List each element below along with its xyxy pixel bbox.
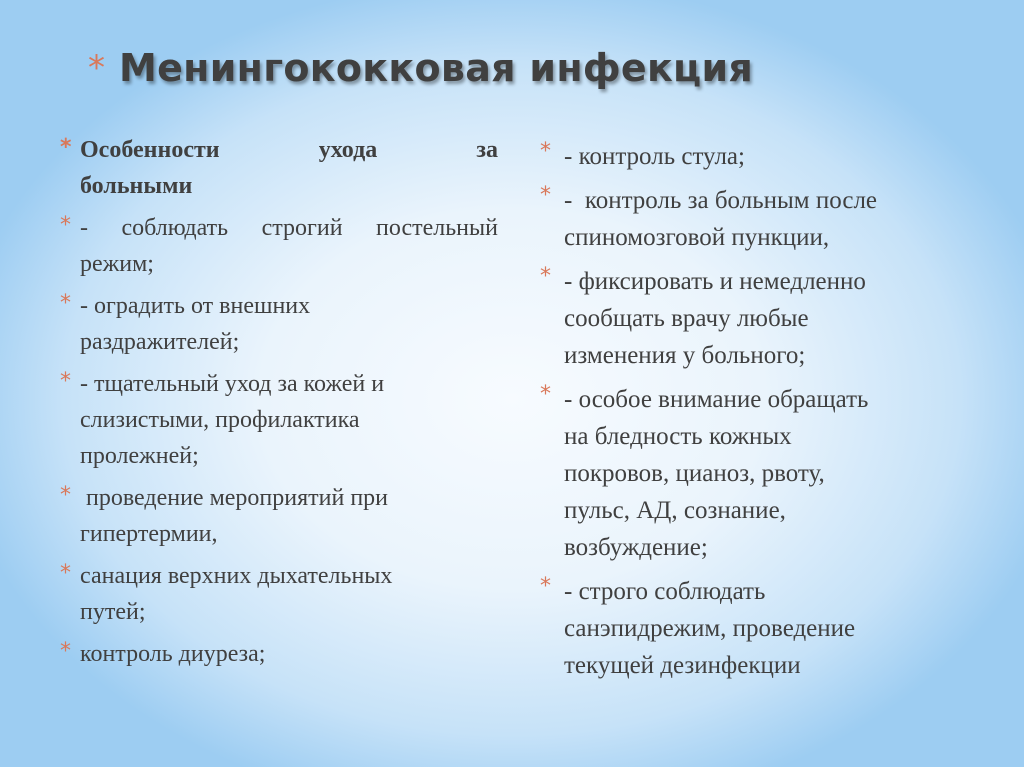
list-item-line: раздражителей;: [80, 329, 240, 355]
slide-title: [88, 38, 753, 98]
list-item-line: изменения у больного;: [564, 342, 806, 369]
bullet-icon: *: [540, 382, 551, 407]
list-item-line: проведение мероприятий при: [80, 485, 389, 511]
list-item-line: - контроль стула;: [564, 143, 745, 170]
bullet-icon: *: [60, 135, 72, 160]
left-column: [60, 132, 498, 678]
list-item: [60, 366, 498, 474]
list-item-line: санэпидрежим, проведение: [564, 615, 856, 642]
bullet-icon: *: [60, 639, 71, 664]
list-item-line: пульс, АД, сознание,: [564, 497, 786, 524]
list-item: [60, 636, 498, 672]
bullet-icon: *: [60, 213, 71, 238]
list-item-line: гипертермии,: [80, 521, 218, 547]
list-item: [540, 263, 980, 374]
bullet-icon: *: [60, 561, 71, 586]
right-column: [540, 138, 980, 691]
bullet-icon: *: [60, 291, 71, 316]
list-item-line: возбуждение;: [564, 534, 708, 561]
list-item-line: режим;: [80, 251, 154, 277]
title-text: Менингококковая инфекция: [119, 46, 754, 90]
bullet-icon: *: [60, 369, 71, 394]
list-item: [540, 381, 980, 566]
list-item-line: - оградить от внешних: [80, 293, 311, 319]
list-item: [540, 138, 980, 175]
list-item-line: - строго соблюдать: [564, 578, 766, 605]
list-item-line: сообщать врачу любые: [564, 305, 809, 332]
list-item: [60, 480, 498, 552]
list-item-line: - контроль за больным после: [564, 187, 878, 214]
list-item-line: - особое внимание обращать: [564, 386, 869, 413]
list-item-line: - фиксировать и немедленно: [564, 268, 866, 295]
bullet-icon: *: [540, 183, 551, 208]
care-heading: [60, 132, 498, 204]
list-item: [540, 573, 980, 684]
bullet-icon: *: [60, 483, 71, 508]
title-bullet-icon: *: [88, 48, 105, 88]
care-heading-line: Особенности ухода за: [80, 137, 498, 163]
list-item-line: - соблюдать строгий постельный: [80, 215, 498, 241]
list-item-line: санация верхних дыхательных: [80, 563, 393, 589]
list-item-line: слизистыми, профилактика: [80, 407, 360, 433]
list-item-line: покровов, цианоз, рвоту,: [564, 460, 825, 487]
list-item-line: текущей дезинфекции: [564, 652, 801, 679]
list-item-line: путей;: [80, 599, 146, 625]
list-item-line: контроль диуреза;: [80, 641, 266, 667]
bullet-icon: *: [540, 139, 551, 164]
list-item-line: пролежней;: [80, 443, 199, 469]
list-item-line: - тщательный уход за кожей и: [80, 371, 385, 397]
bullet-icon: *: [540, 264, 551, 289]
list-item: [540, 182, 980, 256]
list-item: [60, 288, 498, 360]
list-item-line: на бледность кожных: [564, 423, 792, 450]
care-heading-line: больными: [80, 173, 193, 199]
list-item: [60, 210, 498, 282]
list-item-line: спиномозговой пункции,: [564, 224, 830, 251]
list-item: [60, 558, 498, 630]
bullet-icon: *: [540, 574, 551, 599]
